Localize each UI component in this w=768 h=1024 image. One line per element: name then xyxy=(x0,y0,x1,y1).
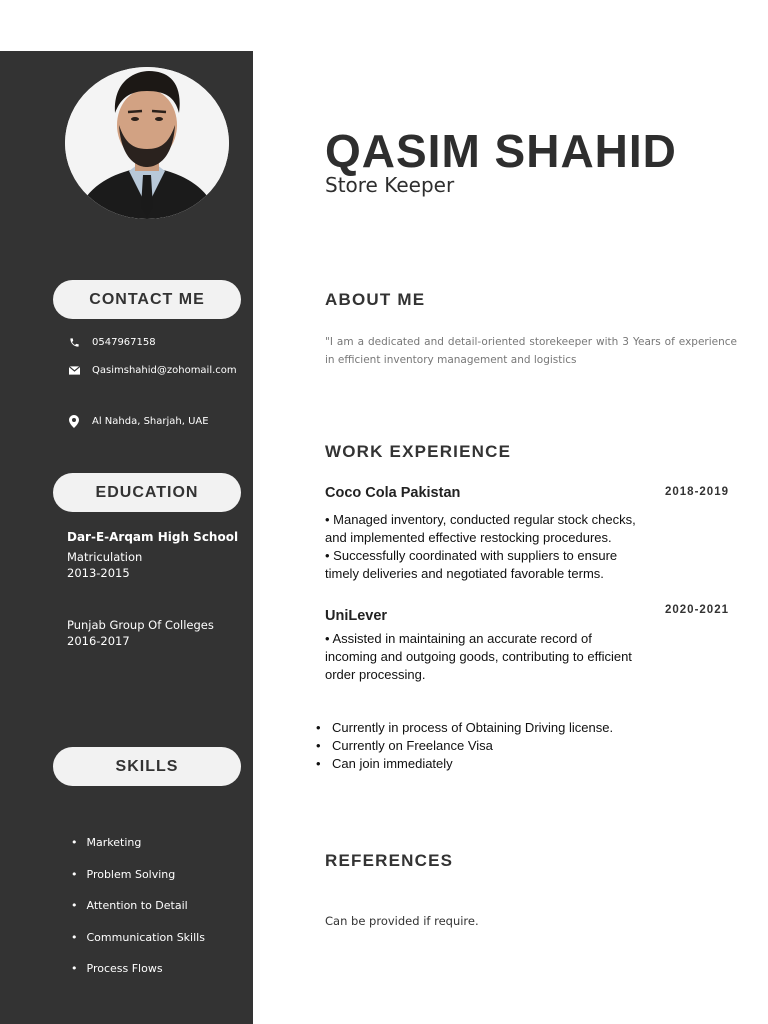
skill-item: • Attention to Detail xyxy=(71,899,205,931)
job-point: • Managed inventory, conducted regular stock checks, and implemented effective restocking procedures. xyxy=(325,512,636,545)
references-heading: REFERENCES xyxy=(325,851,454,870)
job-years: 2020-2021 xyxy=(665,604,729,616)
job-point: • Successfully coordinated with suppliers to ensure timely deliveries and negotiated favorable terms. xyxy=(325,548,618,581)
mail-icon xyxy=(68,364,80,376)
education-entry xyxy=(67,617,214,649)
notes-list xyxy=(316,719,616,773)
profile-photo xyxy=(65,67,229,219)
references-text: Can be provided if require. xyxy=(325,914,479,928)
phone-text[interactable]: 0547967158 xyxy=(92,336,156,348)
skills-heading: SKILLS xyxy=(53,747,241,786)
email-row xyxy=(68,364,237,376)
skill-item: • Marketing xyxy=(71,836,205,868)
about-heading: ABOUT ME xyxy=(325,290,426,309)
address-row xyxy=(68,415,209,427)
address-text: Al Nahda, Sharjah, UAE xyxy=(92,415,209,427)
job-point: • Assisted in maintaining an accurate record of incoming and outgoing goods, contributing to efficient order processing. xyxy=(325,631,632,682)
skills-list xyxy=(71,836,205,994)
degree: Matriculation xyxy=(67,550,143,564)
email-text[interactable]: Qasimshahid@zohomail.com xyxy=(92,364,237,376)
note-item: • Currently on Freelance Visa xyxy=(316,737,616,755)
candidate-name: QASIM SHAHID xyxy=(325,125,677,177)
contact-heading: CONTACT ME xyxy=(53,280,241,319)
location-pin-icon xyxy=(68,415,80,427)
job-years: 2018-2019 xyxy=(665,486,729,498)
note-item: • Can join immediately xyxy=(316,755,616,773)
company-name: Coco Cola Pakistan xyxy=(325,485,461,501)
education-heading: EDUCATION xyxy=(53,473,241,512)
job-description xyxy=(325,630,645,684)
education-years: 2016-2017 xyxy=(67,634,130,648)
phone-row xyxy=(68,336,156,348)
about-text: "I am a dedicated and detail-oriented storekeeper with 3 Years of experience in efficient inventory management and logistics xyxy=(325,336,737,366)
skill-item: • Problem Solving xyxy=(71,868,205,900)
school-name: Dar-E-Arqam High School xyxy=(67,530,239,544)
phone-icon xyxy=(68,336,80,348)
work-heading: WORK EXPERIENCE xyxy=(325,442,512,461)
job-title: Store Keeper xyxy=(325,173,455,197)
education-entry xyxy=(67,529,238,581)
skill-item: • Process Flows xyxy=(71,962,205,994)
skill-item: • Communication Skills xyxy=(71,931,205,963)
company-name: UniLever xyxy=(325,608,388,624)
education-years: 2013-2015 xyxy=(67,566,130,580)
job-description xyxy=(325,511,645,583)
school-name: Punjab Group Of Colleges xyxy=(67,618,214,632)
sidebar xyxy=(0,51,253,1024)
note-item: • Currently in process of Obtaining Driving license. xyxy=(316,719,616,737)
